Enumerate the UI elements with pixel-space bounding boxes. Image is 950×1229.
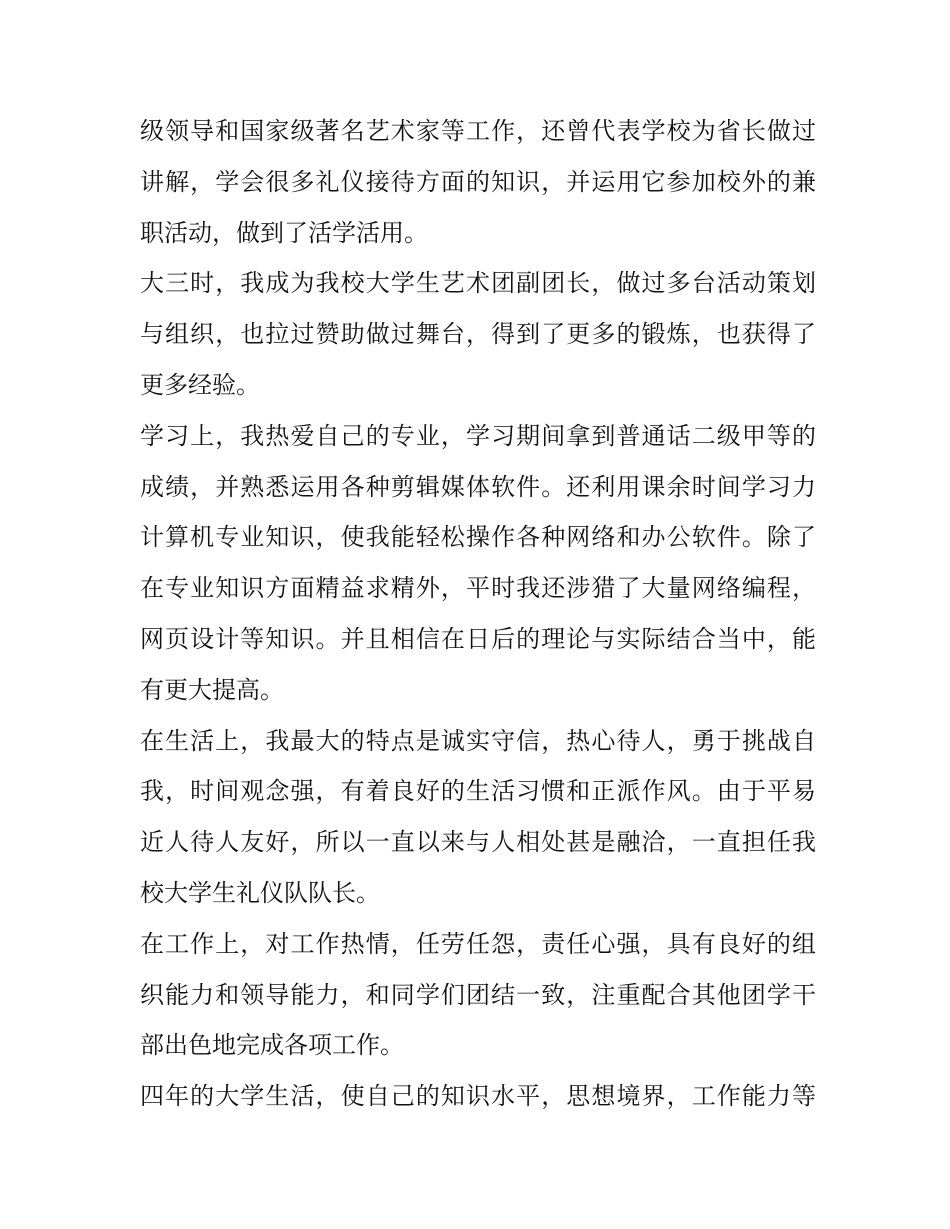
- text-line: 四年的大学生活，使自己的知识水平，思想境界，工作能力等: [140, 1082, 816, 1111]
- text-line: 讲解，学会很多礼仪接待方面的知识，并运用它参加校外的兼: [140, 167, 816, 196]
- paragraph-life: [140, 716, 816, 919]
- text-line: 计算机专业知识，使我能轻松操作各种网络和办公软件。除了: [140, 523, 816, 552]
- document-body: [140, 106, 816, 1122]
- paragraph-work: [140, 919, 816, 1071]
- paragraph-study: [140, 411, 816, 716]
- text-line: 学习上，我热爱自己的专业，学习期间拿到普通话二级甲等的: [140, 421, 816, 450]
- text-line: 有更大提高。: [140, 675, 284, 704]
- text-line: 近人待人友好，所以一直以来与人相处甚是融洽，一直担任我: [140, 828, 816, 857]
- text-line: 部出色地完成各项工作。: [140, 1031, 404, 1060]
- text-line: 校大学生礼仪队队长。: [140, 878, 380, 907]
- text-line: 织能力和领导能力，和同学们团结一致，注重配合其他团学干: [140, 980, 816, 1009]
- text-line: 我，时间观念强，有着良好的生活习惯和正派作风。由于平易: [140, 777, 816, 806]
- paragraph-art-troupe: [140, 258, 816, 410]
- text-line: 级领导和国家级著名艺术家等工作，还曾代表学校为省长做过: [140, 117, 816, 145]
- text-line: 更多经验。: [140, 370, 260, 399]
- text-line: 与组织，也拉过赞助做过舞台，得到了更多的锻炼，也获得了: [140, 320, 816, 349]
- paragraph-summary: [140, 1071, 816, 1122]
- text-line: 职活动，做到了活学活用。: [140, 218, 428, 247]
- text-line: 成绩，并熟悉运用各种剪辑媒体软件。还利用课余时间学习力: [140, 472, 816, 501]
- text-line: 网页设计等知识。并且相信在日后的理论与实际结合当中，能: [140, 624, 816, 653]
- text-line: 在专业知识方面精益求精外，平时我还涉猎了大量网络编程，: [140, 574, 816, 603]
- text-line: 大三时，我成为我校大学生艺术团副团长，做过多台活动策划: [140, 269, 816, 298]
- paragraph-etiquette: [140, 106, 816, 258]
- text-line: 在工作上，对工作热情，任劳任怨，责任心强，具有良好的组: [140, 929, 816, 958]
- text-line: 在生活上，我最大的特点是诚实守信，热心待人，勇于挑战自: [140, 726, 816, 755]
